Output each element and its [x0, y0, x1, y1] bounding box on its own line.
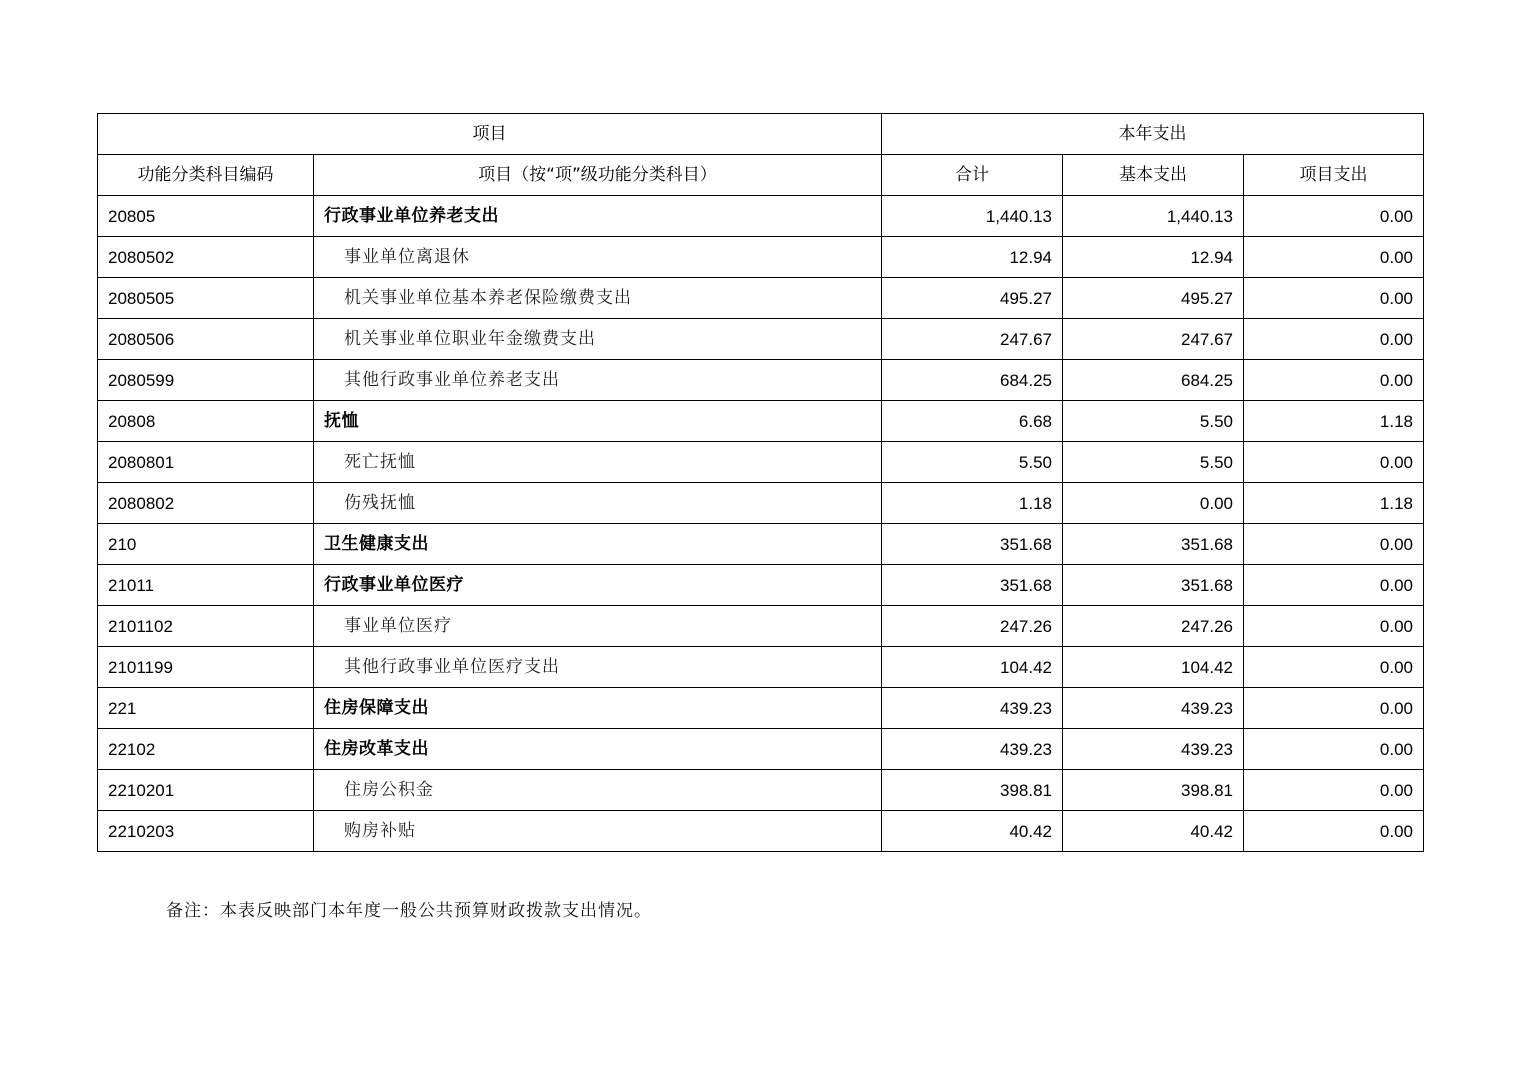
cell-code: 20808: [98, 401, 314, 442]
cell-basic: 247.26: [1063, 606, 1244, 647]
cell-code: 2080505: [98, 278, 314, 319]
cell-basic: 5.50: [1063, 401, 1244, 442]
table-row: [98, 442, 1424, 483]
table-row: [98, 811, 1424, 852]
cell-code: 2210201: [98, 770, 314, 811]
cell-total: 351.68: [882, 565, 1063, 606]
table-row: [98, 729, 1424, 770]
cell-project: 0.00: [1244, 524, 1424, 565]
cell-name: 住房改革支出: [314, 729, 882, 770]
cell-name: 事业单位离退休: [314, 237, 882, 278]
table-row: [98, 606, 1424, 647]
cell-name: 行政事业单位医疗: [314, 565, 882, 606]
table-row: [98, 483, 1424, 524]
expenditure-table: [97, 113, 1424, 852]
cell-code: 22102: [98, 729, 314, 770]
cell-code: 2080506: [98, 319, 314, 360]
cell-name: 抚恤: [314, 401, 882, 442]
cell-name: 机关事业单位基本养老保险缴费支出: [314, 278, 882, 319]
cell-basic: 40.42: [1063, 811, 1244, 852]
cell-name: 其他行政事业单位养老支出: [314, 360, 882, 401]
cell-total: 351.68: [882, 524, 1063, 565]
cell-project: 0.00: [1244, 647, 1424, 688]
header-row-top: [98, 114, 1424, 155]
cell-project: 0.00: [1244, 196, 1424, 237]
cell-project: 0.00: [1244, 319, 1424, 360]
cell-code: 21011: [98, 565, 314, 606]
header-project: 项目: [98, 114, 882, 155]
header-current-year: 本年支出: [882, 114, 1424, 155]
table-row: [98, 196, 1424, 237]
cell-basic: 398.81: [1063, 770, 1244, 811]
cell-project: 1.18: [1244, 483, 1424, 524]
cell-name: 卫生健康支出: [314, 524, 882, 565]
cell-basic: 12.94: [1063, 237, 1244, 278]
cell-basic: 351.68: [1063, 565, 1244, 606]
cell-total: 247.26: [882, 606, 1063, 647]
cell-total: 684.25: [882, 360, 1063, 401]
cell-name: 伤残抚恤: [314, 483, 882, 524]
cell-name: 住房公积金: [314, 770, 882, 811]
cell-code: 210: [98, 524, 314, 565]
cell-project: 0.00: [1244, 237, 1424, 278]
cell-code: 2080802: [98, 483, 314, 524]
cell-name: 购房补贴: [314, 811, 882, 852]
cell-total: 1,440.13: [882, 196, 1063, 237]
cell-project: 0.00: [1244, 811, 1424, 852]
cell-total: 1.18: [882, 483, 1063, 524]
cell-name: 住房保障支出: [314, 688, 882, 729]
cell-code: 221: [98, 688, 314, 729]
header-project-spend: 项目支出: [1244, 155, 1424, 196]
cell-project: 0.00: [1244, 565, 1424, 606]
header-basic: 基本支出: [1063, 155, 1244, 196]
cell-total: 5.50: [882, 442, 1063, 483]
table-row: [98, 360, 1424, 401]
cell-total: 495.27: [882, 278, 1063, 319]
cell-code: 2080502: [98, 237, 314, 278]
cell-basic: 439.23: [1063, 729, 1244, 770]
cell-total: 104.42: [882, 647, 1063, 688]
cell-basic: 5.50: [1063, 442, 1244, 483]
cell-project: 1.18: [1244, 401, 1424, 442]
cell-total: 40.42: [882, 811, 1063, 852]
header-total: 合计: [882, 155, 1063, 196]
cell-code: 2080801: [98, 442, 314, 483]
table-row: [98, 565, 1424, 606]
cell-name: 行政事业单位养老支出: [314, 196, 882, 237]
header-row-sub: [98, 155, 1424, 196]
cell-total: 398.81: [882, 770, 1063, 811]
cell-name: 事业单位医疗: [314, 606, 882, 647]
cell-name: 死亡抚恤: [314, 442, 882, 483]
table-row: [98, 319, 1424, 360]
cell-name: 机关事业单位职业年金缴费支出: [314, 319, 882, 360]
cell-total: 439.23: [882, 688, 1063, 729]
cell-basic: 351.68: [1063, 524, 1244, 565]
cell-code: 2101102: [98, 606, 314, 647]
cell-basic: 0.00: [1063, 483, 1244, 524]
cell-total: 12.94: [882, 237, 1063, 278]
cell-name: 其他行政事业单位医疗支出: [314, 647, 882, 688]
table-row: [98, 278, 1424, 319]
cell-code: 2080599: [98, 360, 314, 401]
table-row: [98, 647, 1424, 688]
table-note: 备注：本表反映部门本年度一般公共预算财政拨款支出情况。: [166, 901, 652, 921]
cell-project: 0.00: [1244, 729, 1424, 770]
table-body: [98, 196, 1424, 852]
table-row: [98, 401, 1424, 442]
cell-basic: 104.42: [1063, 647, 1244, 688]
cell-project: 0.00: [1244, 360, 1424, 401]
cell-total: 439.23: [882, 729, 1063, 770]
table-row: [98, 770, 1424, 811]
header-code: 功能分类科目编码: [98, 155, 314, 196]
table-row: [98, 524, 1424, 565]
cell-total: 6.68: [882, 401, 1063, 442]
cell-code: 2101199: [98, 647, 314, 688]
cell-basic: 247.67: [1063, 319, 1244, 360]
cell-basic: 439.23: [1063, 688, 1244, 729]
header-name: 项目（按“项”级功能分类科目）: [314, 155, 882, 196]
cell-project: 0.00: [1244, 606, 1424, 647]
cell-total: 247.67: [882, 319, 1063, 360]
table-row: [98, 688, 1424, 729]
cell-project: 0.00: [1244, 278, 1424, 319]
cell-basic: 684.25: [1063, 360, 1244, 401]
cell-project: 0.00: [1244, 442, 1424, 483]
cell-code: 2210203: [98, 811, 314, 852]
cell-project: 0.00: [1244, 688, 1424, 729]
cell-basic: 1,440.13: [1063, 196, 1244, 237]
cell-project: 0.00: [1244, 770, 1424, 811]
cell-code: 20805: [98, 196, 314, 237]
table-row: [98, 237, 1424, 278]
cell-basic: 495.27: [1063, 278, 1244, 319]
